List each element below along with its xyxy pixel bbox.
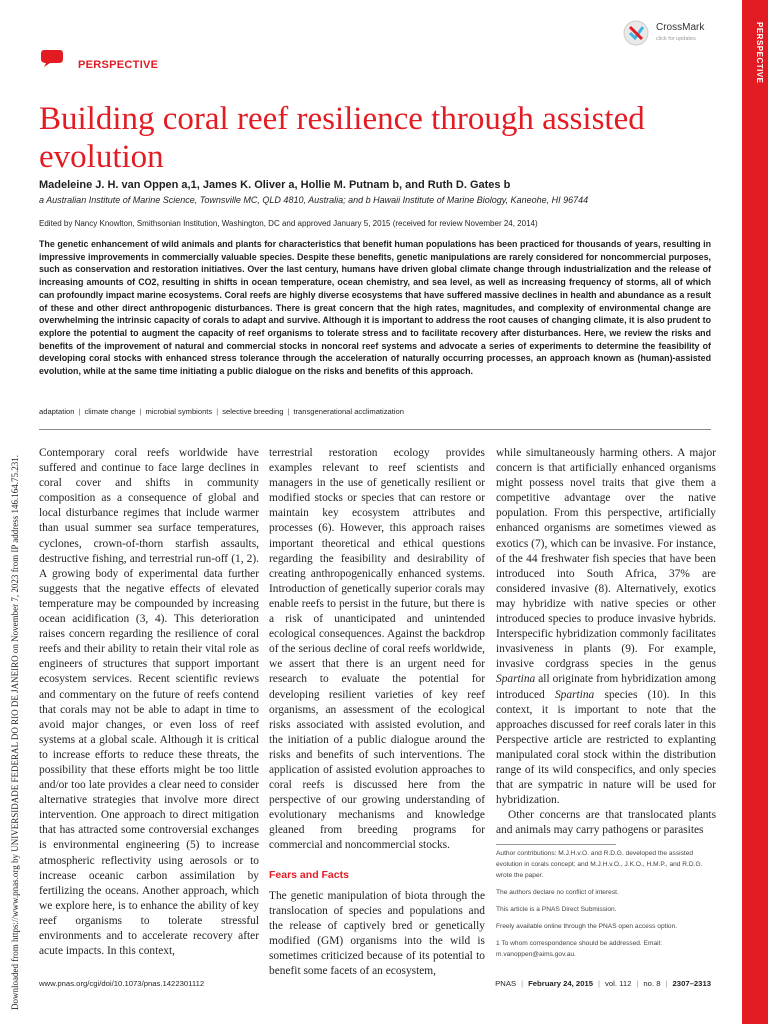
divider xyxy=(39,429,711,430)
keyword: microbial symbionts xyxy=(145,407,213,416)
doi-link[interactable]: www.pnas.org/cgi/doi/10.1073/pnas.1422301112 xyxy=(39,979,205,988)
body-column-2 xyxy=(269,446,485,979)
keyword: climate change xyxy=(84,407,136,416)
crossmark-title[interactable]: CrossMark xyxy=(656,22,705,33)
genus-name: Spartina xyxy=(554,688,595,701)
footnotes xyxy=(496,848,716,966)
body-paragraph: Contemporary coral reefs worldwide have suffered and continue to face large declines in coral cover and shifts in community composition as a consequence of global and local disturbance regimes that include warmer than usual summer sea surface temperatures, cyclones, crown-of-thorn starfish assaults, destructive fishing, and terrestrial run-off (1, 2). A growing body of experimental data further suggests that the negative effects of elevated temperature may be compounded by increasing ocean acidification (3, 4). This deterioration raises concern regarding the resilience of coral reefs and their ability to retain their vital role as engineers of structures that support important ecosystem services. Recent scientific reviews and commentary on the future of reefs contend that corals may not be able to adapt in time to avoid major changes, or even loss of reef systems at a global scale. Although it is critical to increase efforts to reduce these threats, the possibility that these efforts might be too little and/or too late provides a clear need to consider alternative strategies that involve more direct intervention. One approach to direct mitigation that has attracted some controversial exchanges is environmental engineering (5) to increase atmospheric reflectivity using aerosols or to increase oceanic carbon assimilation by fertilizing the oceans. Another approach, which we explore here, is to enhance the ability of key reef organisms to tolerate stressful environments and to accelerate recovery after acute impacts. In this context, xyxy=(39,447,259,958)
issue-number: no. 8 xyxy=(643,979,661,988)
section-banner xyxy=(742,0,768,1024)
body-paragraph: terrestrial restoration ecology provides examples relevant to reef scientists and managers in the use of genetically resilient or modified stocks or species that can restore or maintain key ecosystem attributes and processes (6). However, this approach raises important theoretical and ethical questions regarding the feasibility and desirability of creating anthropogenically enhanced systems. Introduction of genetically superior corals may enable reefs to persist in the future, but there is a risk of unanticipated and unintended ecological consequences. Against the backdrop of the serious decline of coral reefs worldwide, we assert that there is an urgent need for research to evaluate the potential for developing resilient varieties of key reef organisms, an assessment of the ecological risks associated with assisted evolution, and the initiation of a public dialogue around the risks and benefits of such interventions. The application of assisted evolution approaches to coral reefs is discussed here from the perspective of our growing understanding of evolutionary mechanisms and knowledge gleaned from breeding programs for commercial and noncommercial stocks. xyxy=(269,447,485,852)
footnote: The authors declare no conflict of interest. xyxy=(496,889,619,896)
body-column-3 xyxy=(496,446,716,838)
issue-date: February 24, 2015 xyxy=(528,979,594,988)
volume: vol. 112 xyxy=(605,979,632,988)
affiliations: a Australian Institute of Marine Science, Townsville MC, QLD 4810, Australia; and b Hawaii Institute of Marine Biology, Kaneohe, HI 96744 xyxy=(39,195,589,205)
article-title: Building coral reef resilience through assisted evolution xyxy=(39,101,645,175)
download-note: Downloaded from https://www.pnas.org by UNIVERSIDADE FEDERAL DO RIO DE JANEIRO on November 7, 2023 from IP address 146.164.75.231. xyxy=(10,454,20,1010)
genus-name: Spartina xyxy=(496,673,536,686)
journal-name: PNAS xyxy=(495,979,517,988)
body-column-1 xyxy=(39,446,259,959)
author-list: Madeleine J. H. van Oppen a,1, James K. Oliver a, Hollie M. Putnam b, and Ruth D. Gates b xyxy=(39,179,511,191)
keyword: transgenerational acclimatization xyxy=(293,407,404,416)
section-label: PERSPECTIVE xyxy=(78,59,159,71)
crossmark-subtitle[interactable]: click for updates xyxy=(656,36,696,42)
section-heading: Fears and Facts xyxy=(269,868,349,881)
speech-bubble-icon xyxy=(40,48,64,68)
footnote: Author contributions: M.J.H.v.O. and R.D.G. developed the assisted evolution in corals concept; and M.J.H.v.O., J.K.O., H.M.P., and R.D.G. wrote the paper. xyxy=(496,850,703,879)
keyword: selective breeding xyxy=(222,407,284,416)
footnote: This article is a PNAS Direct Submission. xyxy=(496,906,617,913)
body-paragraph: The genetic manipulation of biota through the translocation of species and populations and the release of captively bred or genetically modified (GM) organisms into the wild is sometimes criticized because of its potential to benefit some facets of an ecosystem, xyxy=(269,889,485,978)
body-paragraph: Other concerns are that translocated plants and animals may carry pathogens or parasites xyxy=(496,809,716,837)
footnote-divider xyxy=(496,844,616,845)
footnote: 1 To whom correspondence should be addressed. Email: m.vanoppen@aims.gov.au. xyxy=(496,940,662,958)
keywords: adaptation | climate change | microbial symbionts | selective breeding | transgenerational acclimatization xyxy=(39,407,404,416)
edited-by: Edited by Nancy Knowlton, Smithsonian Institution, Washington, DC and approved January 5, 2015 (received for review November 24, 2014) xyxy=(39,219,538,228)
keyword: adaptation xyxy=(39,407,75,416)
page-range: 2307–2313 xyxy=(672,979,711,988)
journal-citation: PNAS | February 24, 2015 | vol. 112 | no. 8 | 2307–2313 xyxy=(495,979,711,988)
footnote: Freely available online through the PNAS open access option. xyxy=(496,923,678,930)
banner-label: PERSPECTIVE xyxy=(755,22,764,84)
body-paragraph: while simultaneously harming others. A major concern is that artificially enhanced organisms might possess novel traits that give them a competitive advantage over the native population. From this perspective, artificially enhanced organisms are sometimes viewed as exotics (7), which can be invasive. For instance, of the 44 freshwater fish species that have been introduced into South Africa, 37% are considered invasive (8). Alternatively, exotics may hybridize with native species or other introduced species to produce invasive hybrids. Interspecific hybridization commonly facilitates invasiveness in plants (9). For example, invasive cordgrass species in the genus Spartina all originate from hybridization among introduced Spartina species (10). In this context, it is important to note that the approaches discussed for reef corals later in this Perspective article are restricted to explanting manipulated coral stock within the distribution range of its wild conspecifics, and only species that are sympatric in nature will be used for hybridization. xyxy=(496,447,716,807)
abstract: The genetic enhancement of wild animals and plants for characteristics that benefit human populations has been practiced for thousands of years, resulting in impressive improvements in commercially valuable species. Despite these benefits, genetic manipulations are rarely considered for noncommercial purposes, such as conservation and restoration initiatives. Over the last century, humans have driven global climate change through industrialization and the release of increasing amounts of CO2, resulting in shifts in ocean temperature, ocean chemistry, and sea level, as well as increasing frequency of storms, all of which can profoundly impact marine ecosystems. Coral reefs are highly diverse ecosystems that have suffered massive declines in health and abundance as a result of these and other direct anthropogenic disturbances. There is great concern that the high rates, magnitudes, and complexity of environmental change are overwhelming the intrinsic capacity of corals to adapt and survive. Although it is important to address the root causes of changing climate, it is also prudent to explore the potential to augment the capacity of reef organisms to tolerate stress and to facilitate recovery after disturbances. Here, we review the risks and benefits of the improvement of natural and commercial stocks in noncoral reef systems and advocate a series of experiments to determine the feasibility of developing coral stocks with enhanced stress tolerance through the acceleration of naturally occurring processes, an approach known as (human)-assisted evolution, while at the same time initiating a public dialogue on the risks and benefits of this approach. xyxy=(39,239,711,377)
